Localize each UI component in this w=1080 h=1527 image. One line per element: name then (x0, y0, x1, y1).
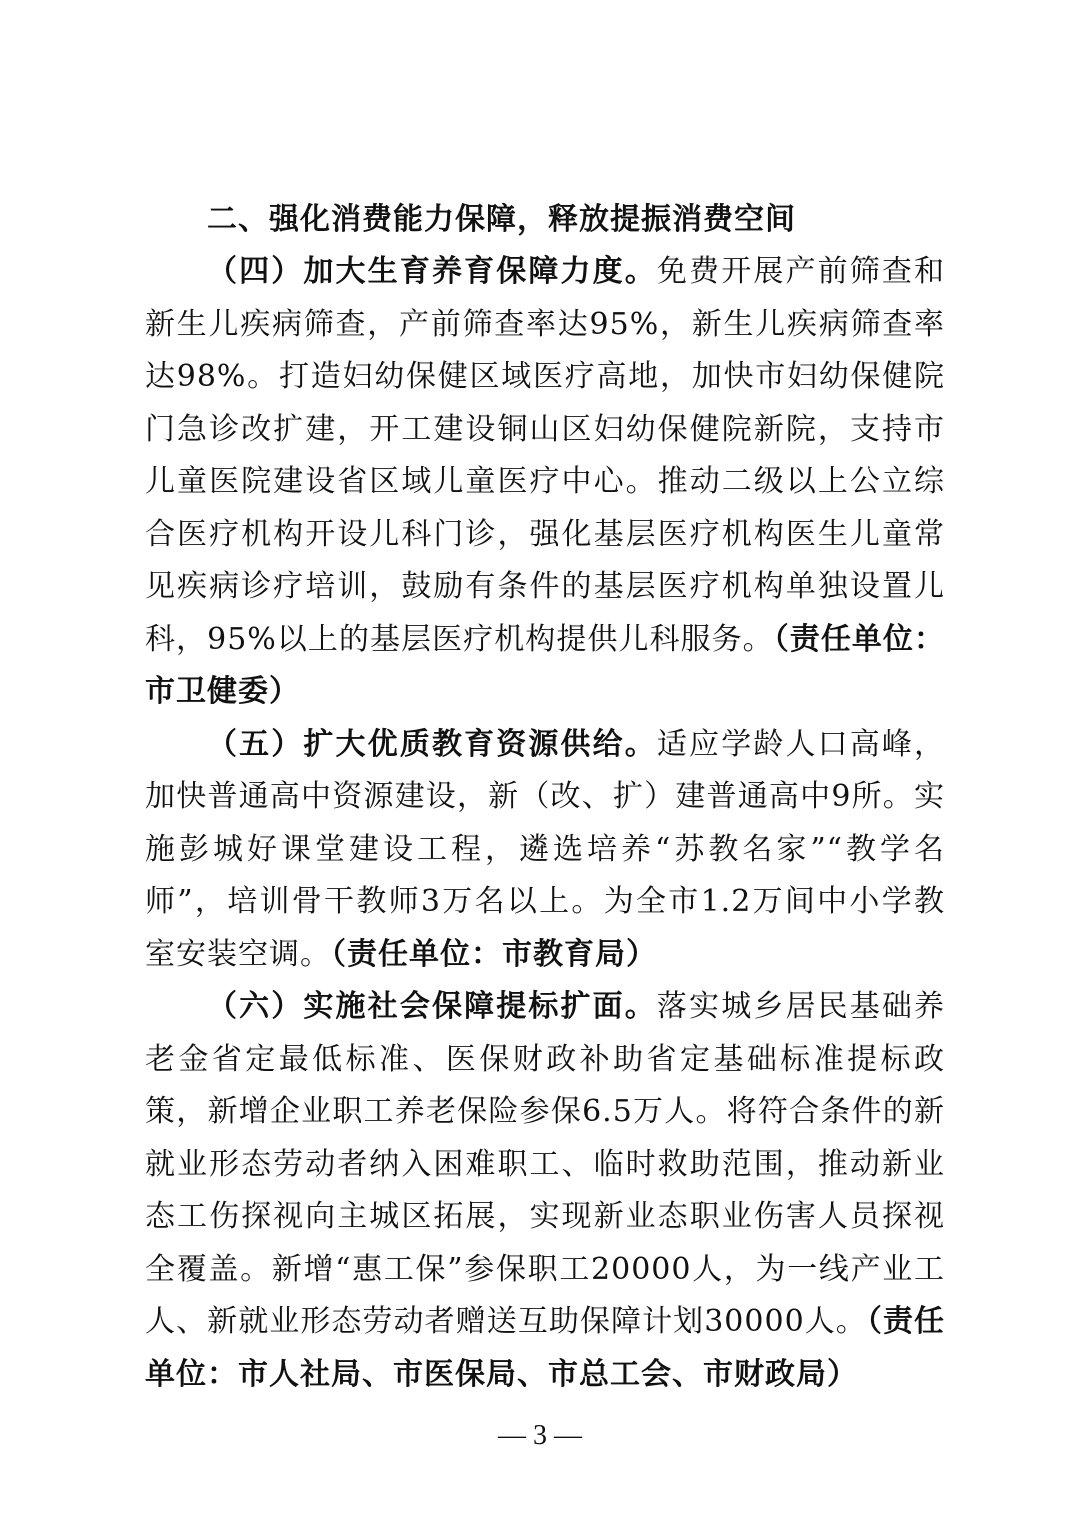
paragraph-six-lead: （六）实施社会保障提标扩面。 (207, 989, 657, 1024)
document-body (145, 194, 945, 1401)
paragraph-six-responsibility: （责任单位：市人社局、市医保局、市总工会、市财政局） (145, 1304, 946, 1392)
paragraph-five (145, 719, 945, 982)
paragraph-six (145, 981, 945, 1401)
paragraph-four (145, 246, 945, 719)
paragraph-four-body: 免费开展产前筛查和新生儿疾病筛查，产前筛查率达95%，新生儿疾病筛查率达98%。打造妇幼保健区域医疗高地，加快市妇幼保健院门急诊改扩建，开工建设铜山区妇幼保健院新院，支持市儿童医院建设省区域儿童医疗中心。推动二级以上公立综合医疗机构开设儿科门诊，强化基层医疗机构医生儿童常见疾病诊疗培训，鼓励有条件的基层医疗机构单独设置儿科，95%以上的基层医疗机构提供儿科服务。 (145, 254, 946, 657)
paragraph-six-body: 落实城乡居民基础养老金省定最低标准、医保财政补助省定基础标准提标政策，新增企业职工养老保险参保6.5万人。将符合条件的新就业形态劳动者纳入困难职工、临时救助范围，推动新业态工伤探视向主城区拓展，实现新业态职业伤害人员探视全覆盖。新增“惠工保”参保职工20000人，为一线产业工人、新就业形态劳动者赠送互助保障计划30000人。 (145, 989, 946, 1339)
paragraph-five-responsibility: （责任单位：市教育局） (331, 936, 657, 972)
paragraph-four-lead: （四）加大生育养育保障力度。 (207, 254, 657, 289)
paragraph-five-body: 适应学龄人口高峰，加快普通高中资源建设，新（改、扩）建普通高中9所。实施彭城好课堂建设工程，遴选培养“苏教名家”“教学名师”，培训骨干教师3万名以上。为全市1.2万间中小学教室安装空调。 (145, 726, 946, 972)
page-number: — 3 — (498, 1420, 582, 1451)
paragraph-five-lead: （五）扩大优质教育资源供给。 (207, 726, 657, 762)
paragraph-four-responsibility: （责任单位：市卫健委） (145, 621, 945, 709)
section-heading: 二、强化消费能力保障，释放提振消费空间 (207, 202, 796, 237)
